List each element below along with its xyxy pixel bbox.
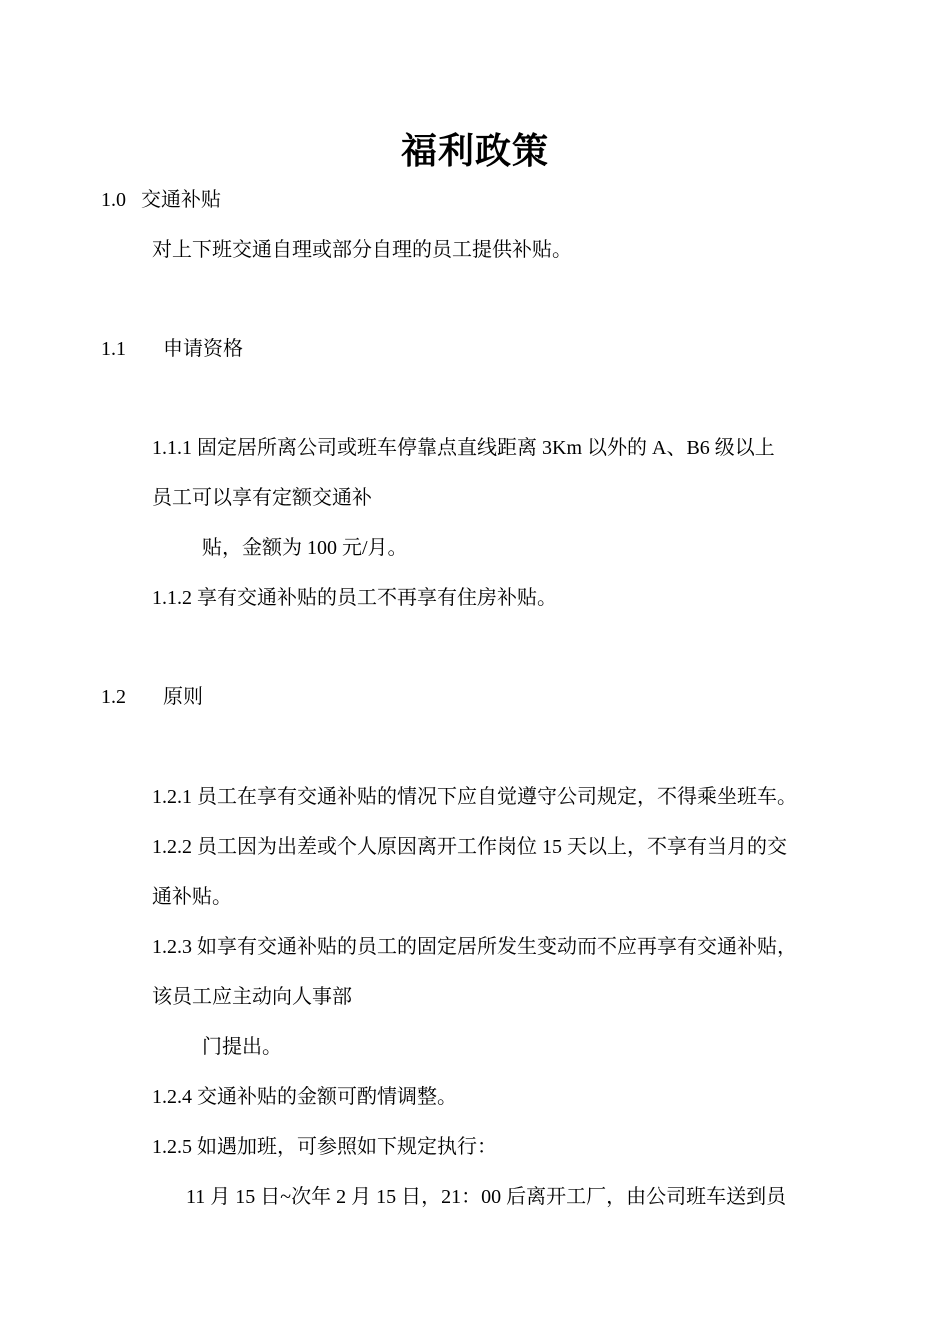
clause-1-2-3-line-3: 门提出。 xyxy=(202,1036,282,1058)
clause-1-2-5: 1.2.5 如遇加班，可参照如下规定执行： xyxy=(152,1136,497,1158)
section-heading-1-0 xyxy=(101,187,221,213)
clause-1-1-2: 1.1.2 享有交通补贴的员工不再享有住房补贴。 xyxy=(152,587,557,609)
section-heading-1-2 xyxy=(101,684,203,710)
clause-1-2-5-detail: 11 月 15 日~次年 2 月 15 日，21：00 后离开工厂，由公司班车送到员 xyxy=(186,1186,787,1208)
section-title: 申请资格 xyxy=(163,338,243,360)
section-title: 交通补贴 xyxy=(141,189,221,211)
section-title: 原则 xyxy=(163,686,203,708)
clause-1-1-1-line-3: 贴，金额为 100 元/月。 xyxy=(202,537,408,559)
clause-1-2-2-line-2: 通补贴。 xyxy=(152,886,232,908)
paragraph: 对上下班交通自理或部分自理的员工提供补贴。 xyxy=(152,239,572,261)
section-number: 1.2 xyxy=(101,686,126,708)
clause-1-2-1: 1.2.1 员工在享有交通补贴的情况下应自觉遵守公司规定，不得乘坐班车。 xyxy=(152,786,797,808)
section-number: 1.0 xyxy=(101,189,126,211)
section-number: 1.1 xyxy=(101,338,126,360)
clause-1-2-3-line-1: 1.2.3 如享有交通补贴的员工的固定居所发生变动而不应再享有交通补贴， xyxy=(152,936,797,958)
document-title: 福利政策 xyxy=(400,131,549,172)
clause-1-2-4: 1.2.4 交通补贴的金额可酌情调整。 xyxy=(152,1086,457,1108)
clause-1-2-3-line-2: 该员工应主动向人事部 xyxy=(152,986,352,1008)
clause-1-1-1-line-1: 1.1.1 固定居所离公司或班车停靠点直线距离 3Km 以外的 A、B6 级以上 xyxy=(152,437,775,459)
clause-1-1-1-line-2: 员工可以享有定额交通补 xyxy=(152,487,372,509)
clause-1-2-2-line-1: 1.2.2 员工因为出差或个人原因离开工作岗位 15 天以上，不享有当月的交 xyxy=(152,836,787,858)
section-heading-1-1 xyxy=(101,336,243,362)
